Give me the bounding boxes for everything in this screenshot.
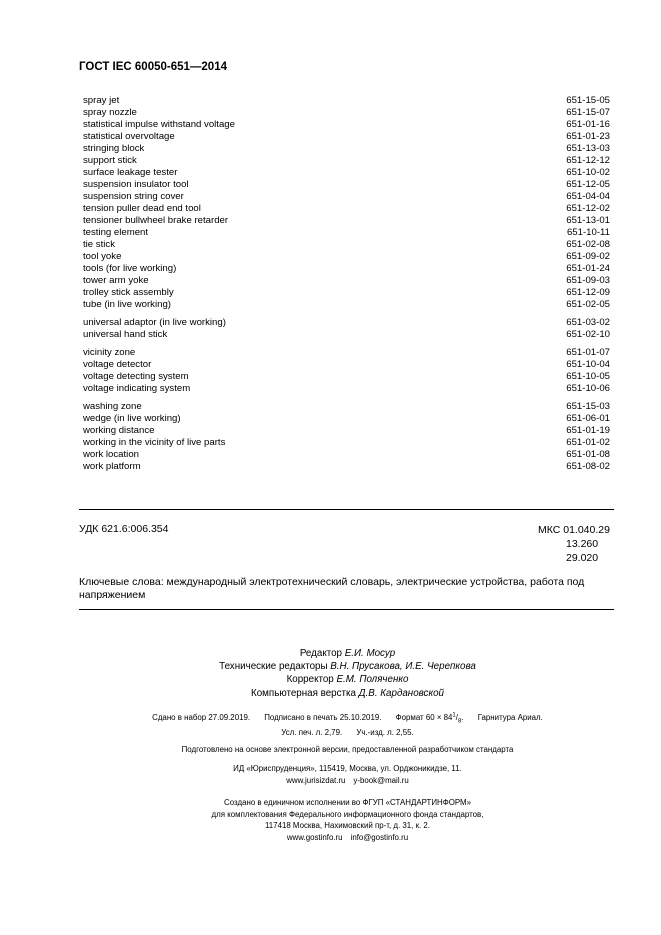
publisher-email: y-book@mail.ru xyxy=(353,775,409,785)
mks-codes xyxy=(538,523,610,565)
signed-date: Подписано в печать 25.10.2019. xyxy=(264,712,382,722)
index-entry xyxy=(83,119,610,131)
index-code: 651-12-12 xyxy=(566,155,610,166)
index-code: 651-01-16 xyxy=(566,119,610,130)
index-term: tool yoke xyxy=(83,251,122,262)
index-entry xyxy=(83,461,610,473)
prepared-note: Подготовлено на основе электронной версии, предоставленной разработчиком стандарта xyxy=(181,745,514,755)
index-term: tensioner bullwheel brake retarder xyxy=(83,215,229,226)
print-sheets: Усл. печ. л. 2,79. xyxy=(281,728,343,738)
index-entry xyxy=(83,107,610,119)
tech-editors-line: Технические редакторы В.Н. Прусакова, И.Е. Черепкова xyxy=(219,661,476,673)
index-term: surface leakage tester xyxy=(83,167,178,178)
corrector-name: Е.М. Поляченко xyxy=(336,674,409,686)
layout-name: Д.В. Кардановской xyxy=(358,687,444,699)
index-group xyxy=(83,347,610,395)
index-term: stringing block xyxy=(83,143,145,154)
index-term: work platform xyxy=(83,461,141,472)
index-term: spray nozzle xyxy=(83,107,137,118)
index-entry xyxy=(83,215,610,227)
index-code: 651-08-02 xyxy=(566,461,610,472)
index-term: statistical overvoltage xyxy=(83,131,175,142)
index-entry xyxy=(83,329,610,341)
index-entry xyxy=(83,449,610,461)
index-entry xyxy=(83,299,610,311)
index-code: 651-02-10 xyxy=(566,329,610,340)
index-entry xyxy=(83,413,610,425)
index-code: 651-12-09 xyxy=(566,287,610,298)
index-entry xyxy=(83,347,610,359)
layout-line: Компьютерная верстка Д.В. Кардановской xyxy=(251,687,444,699)
index-code: 651-01-19 xyxy=(566,425,610,436)
index-entry xyxy=(83,203,610,215)
term-index xyxy=(83,95,610,479)
index-entry xyxy=(83,425,610,437)
editorial-credits xyxy=(150,647,545,700)
index-code: 651-10-11 xyxy=(566,227,610,238)
keywords: Ключевые слова: международный электротехнический словарь, электрические устройства, работа под напряжением xyxy=(79,576,585,601)
index-entry xyxy=(83,167,610,179)
mks-code: 29.020 xyxy=(566,552,599,564)
index-code: 651-01-08 xyxy=(566,449,610,460)
index-entry xyxy=(83,251,610,263)
index-entry xyxy=(83,227,610,239)
publisher-info: ИД «Юриспруденция», 115419, Москва, ул. Орджоникидзе, 11. www.jurisizdat.ru y-book@mail.ru xyxy=(233,764,462,785)
index-entry xyxy=(83,287,610,299)
index-entry xyxy=(83,437,610,449)
imprint-row xyxy=(100,709,595,727)
index-entry xyxy=(83,401,610,413)
index-term: testing element xyxy=(83,227,149,238)
mks-code: МКС 01.040.29 xyxy=(538,524,610,536)
index-code: 651-02-05 xyxy=(566,299,610,310)
index-term: tie stick xyxy=(83,239,115,250)
editor-name: Е.И. Мосур xyxy=(344,648,396,659)
index-term: spray jet xyxy=(83,95,120,106)
index-term: trolley stick assembly xyxy=(83,287,174,298)
index-term: universal adaptor (in live working) xyxy=(83,317,226,328)
mks-code: 13.260 xyxy=(566,538,599,550)
index-entry xyxy=(83,179,610,191)
printer-info: Создано в единичном исполнении во ФГУП «СТАНДАРТИНФОРМ» для комплектования Федерального информационного фонда стандартов, 117418 Москва, Нахимовский пр-т, д. 31, к. 2. www.gostinfo.ru info@gostinfo.ru xyxy=(211,798,484,842)
index-code: 651-13-01 xyxy=(566,215,610,226)
publication-sheets: Уч.-изд. л. 2,55. xyxy=(356,728,414,738)
index-term: statistical impulse withstand voltage xyxy=(83,119,235,130)
index-term: support stick xyxy=(83,155,137,166)
index-entry xyxy=(83,317,610,329)
index-group xyxy=(83,317,610,341)
index-term: voltage detector xyxy=(83,359,152,370)
index-term: wedge (in live working) xyxy=(83,413,181,424)
divider-top xyxy=(79,509,614,510)
printer-email: info@gostinfo.ru xyxy=(350,832,409,842)
index-code: 651-09-02 xyxy=(566,251,610,262)
index-code: 651-04-04 xyxy=(566,191,610,202)
index-term: vicinity zone xyxy=(83,347,136,358)
divider-bottom xyxy=(79,609,614,610)
index-entry xyxy=(83,131,610,143)
index-term: washing zone xyxy=(83,401,142,412)
index-term: tools (for live working) xyxy=(83,263,177,274)
index-group xyxy=(83,95,610,311)
index-term: tower arm yoke xyxy=(83,275,149,286)
udk-code: УДК 621.6:006.354 xyxy=(79,523,169,535)
index-code: 651-10-02 xyxy=(566,167,610,178)
document-header-title: ГОСТ IEC 60050-651—2014 xyxy=(79,61,227,73)
index-term: working distance xyxy=(83,425,155,436)
index-code: 651-01-02 xyxy=(566,437,610,448)
index-code: 651-03-02 xyxy=(566,317,610,328)
index-code: 651-02-08 xyxy=(566,239,610,250)
index-code: 651-06-01 xyxy=(566,413,610,424)
index-entry xyxy=(83,371,610,383)
index-code: 651-15-03 xyxy=(566,401,610,412)
index-term: voltage detecting system xyxy=(83,371,189,382)
index-code: 651-12-05 xyxy=(566,179,610,190)
index-code: 651-10-06 xyxy=(566,383,610,394)
index-code: 651-15-07 xyxy=(566,107,610,118)
index-term: universal hand stick xyxy=(83,329,168,340)
index-entry xyxy=(83,191,610,203)
submitted-date: Сдано в набор 27.09.2019. xyxy=(152,712,251,722)
paper-format: Формат $60 \times 84^1/_8$. xyxy=(395,712,464,725)
index-entry xyxy=(83,383,610,395)
publisher-site: www.jurisizdat.ru xyxy=(286,775,346,785)
index-term: suspension string cover xyxy=(83,191,184,202)
tech-editors-names: В.Н. Прусакова, И.Е. Черепкова xyxy=(330,661,476,673)
index-code: 651-13-03 xyxy=(566,143,610,154)
index-code: 651-12-02 xyxy=(566,203,610,214)
index-code: 651-09-03 xyxy=(566,275,610,286)
index-group xyxy=(83,401,610,473)
index-entry xyxy=(83,263,610,275)
index-entry xyxy=(83,95,610,107)
index-entry xyxy=(83,359,610,371)
index-code: 651-15-05 xyxy=(566,95,610,106)
index-code: 651-01-24 xyxy=(566,263,610,274)
index-term: tube (in live working) xyxy=(83,299,171,310)
index-code: 651-10-04 xyxy=(566,359,610,370)
index-entry xyxy=(83,143,610,155)
printer-site: www.gostinfo.ru xyxy=(286,832,343,842)
index-code: 651-10-05 xyxy=(566,371,610,382)
index-term: working in the vicinity of live parts xyxy=(83,437,226,448)
typeface: Гарнитура Ариал. xyxy=(477,712,543,722)
editor-line: Редактор Е.И. Мосур xyxy=(299,648,396,659)
imprint-row xyxy=(100,727,595,739)
corrector-line: Корректор Е.М. Поляченко xyxy=(286,674,409,686)
print-imprint xyxy=(100,709,595,756)
index-term: tension puller dead end tool xyxy=(83,203,201,214)
index-term: suspension insulator tool xyxy=(83,179,189,190)
index-term: work location xyxy=(83,449,139,460)
index-entry xyxy=(83,275,610,287)
index-entry xyxy=(83,155,610,167)
index-code: 651-01-23 xyxy=(566,131,610,142)
index-code: 651-01-07 xyxy=(566,347,610,358)
index-term: voltage indicating system xyxy=(83,383,191,394)
index-entry xyxy=(83,239,610,251)
